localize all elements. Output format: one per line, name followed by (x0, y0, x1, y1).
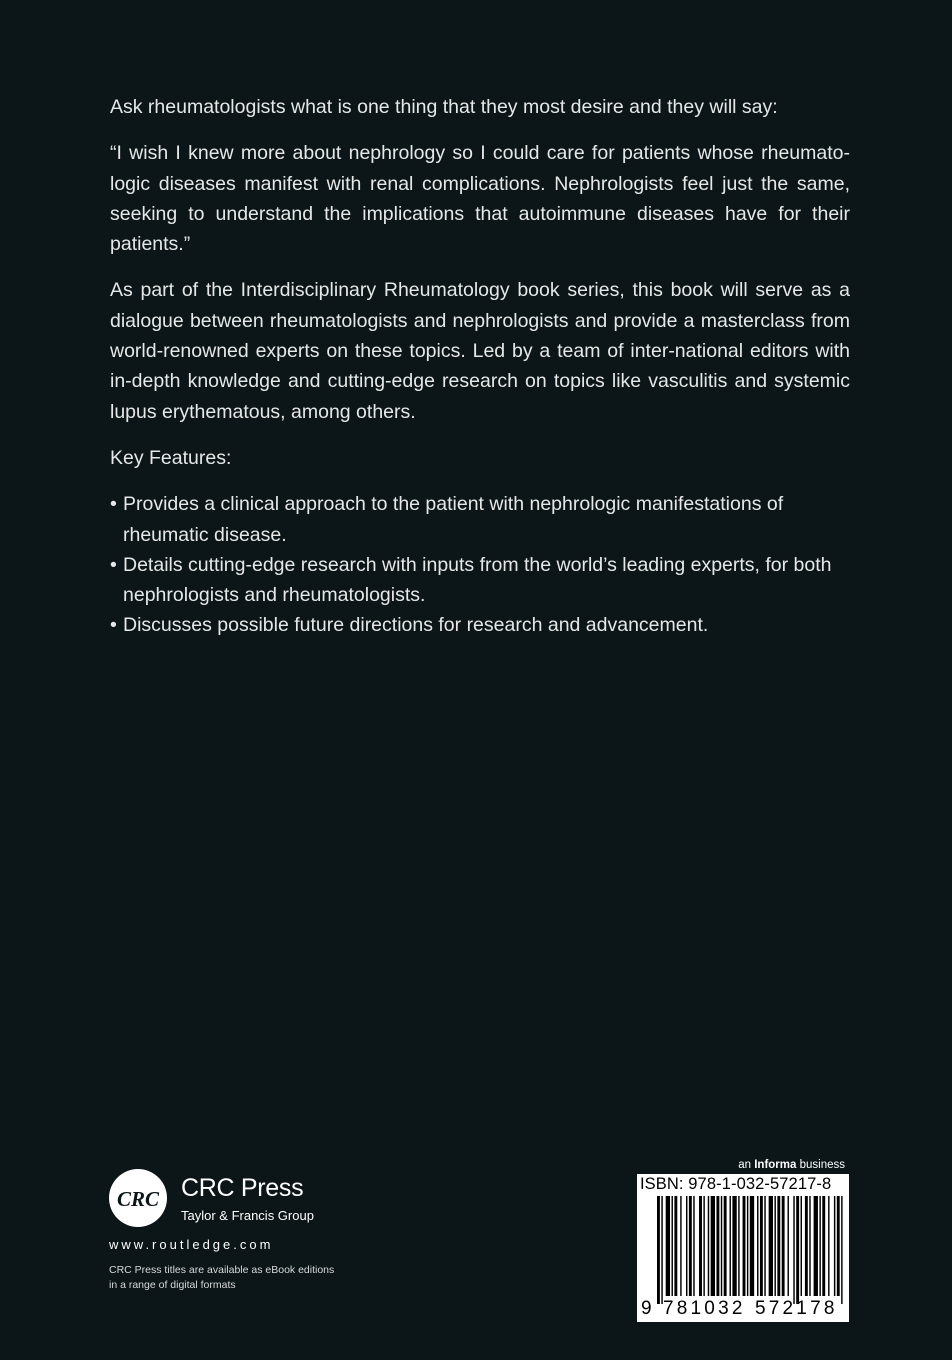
publisher-website: www.routledge.com (109, 1237, 274, 1252)
barcode-bar (686, 1196, 687, 1296)
list-item (110, 550, 850, 611)
ebook-notice (109, 1263, 334, 1293)
ebook-line-1: CRC Press titles are available as eBook editions (109, 1264, 335, 1276)
barcode-bar (743, 1196, 746, 1296)
barcode-bar (672, 1196, 673, 1296)
barcode-bar (757, 1196, 758, 1296)
ebook-line-2: in a range of digital formats (109, 1279, 236, 1291)
features-list (110, 489, 850, 640)
barcode-bar (693, 1196, 694, 1296)
back-cover-text (110, 92, 850, 641)
barcode-bar (809, 1196, 810, 1296)
publisher-group: Taylor & Francis Group (181, 1208, 314, 1223)
barcode-bar (721, 1196, 722, 1296)
intro-paragraph: Ask rheumatologists what is one thing that they most desire and they will say: (110, 96, 778, 118)
barcode-bar (680, 1196, 681, 1296)
informa-tagline: an Informa business (738, 1159, 845, 1171)
bullet-icon: • (110, 493, 117, 516)
list-item (110, 610, 850, 640)
barcode-bar (828, 1196, 829, 1296)
feature-text: Provides a clinical approach to the patient with nephrologic manifestations of rheumatic disease. (123, 493, 784, 546)
barcode-digits-right: 572178 (755, 1298, 838, 1319)
description-paragraph: As part of the Interdisciplinary Rheumatology book series, this book will serve as a dialogue between rheumatologists and nephrologists and provide a masterclass from world-renowned experts on these topics. Led by a team of inter-national editors with in-depth knowledge and cutting-edge research on topics like vasculitis and systemic lupus erythematous, among others. (110, 279, 850, 423)
barcode-bar (730, 1196, 731, 1296)
barcode-bar (788, 1196, 789, 1296)
barcode-digit-first: 9 (641, 1298, 652, 1319)
crc-logo-text: CRC (116, 1187, 160, 1211)
barcode-bar (738, 1196, 739, 1296)
barcode-bar (769, 1196, 773, 1296)
isbn-label: ISBN: 978-1-032-57217-8 (640, 1175, 832, 1193)
barcode-bar (822, 1196, 825, 1296)
informa-brand: Informa (754, 1159, 797, 1171)
list-item (110, 489, 850, 550)
barcode-bar (841, 1196, 842, 1304)
barcode-bar (711, 1196, 715, 1296)
barcode-bar (732, 1196, 736, 1296)
crc-logo-icon (108, 1168, 168, 1228)
barcode-bar (834, 1196, 835, 1296)
barcode-bar (674, 1196, 677, 1296)
quote-paragraph: “I wish I knew more about nephrology so I could care for patients whose rheumato-logic diseases manifest with renal complications. Nephrologists feel just the same, seeking to understand the implications that autoimmune diseases have for their patients.” (110, 142, 850, 256)
isbn-barcode (637, 1174, 849, 1322)
barcode-bar (764, 1196, 765, 1296)
barcode-bar (724, 1196, 727, 1296)
barcode-bar (760, 1196, 763, 1296)
publisher-block (108, 1168, 368, 1308)
barcode-bar (774, 1196, 775, 1296)
feature-text: Discusses possible future directions for research and advancement. (123, 614, 709, 637)
barcode-bar (782, 1196, 785, 1296)
barcode-bar (708, 1196, 709, 1296)
feature-text: Details cutting-edge research with inputs from the world’s leading experts, for both nephrologists and rheumatologists. (123, 553, 832, 607)
barcode-bar (814, 1196, 818, 1296)
barcode-bar (661, 1196, 662, 1304)
barcode-bar (777, 1196, 780, 1296)
barcode-bar (796, 1196, 799, 1304)
barcode-bar (747, 1196, 748, 1296)
barcode-bar (805, 1196, 808, 1296)
barcode-bar (703, 1196, 704, 1296)
publisher-name: CRC Press (181, 1174, 304, 1202)
barcode-bar (819, 1196, 820, 1296)
barcode-bar (666, 1196, 670, 1296)
barcode-bar (699, 1196, 702, 1296)
barcode-bar (657, 1196, 660, 1304)
features-heading: Key Features: (110, 446, 232, 469)
bullet-icon: • (110, 614, 117, 637)
barcode-bar (750, 1196, 754, 1296)
bullet-icon: • (110, 553, 117, 576)
barcode-bar (689, 1196, 692, 1296)
barcode-digits-left: 781032 (663, 1298, 746, 1319)
barcode-bar (801, 1196, 802, 1296)
barcode-bar (716, 1196, 719, 1296)
barcode-digits (637, 1298, 849, 1320)
barcode-bar (793, 1196, 794, 1304)
barcode-bar (837, 1196, 840, 1296)
